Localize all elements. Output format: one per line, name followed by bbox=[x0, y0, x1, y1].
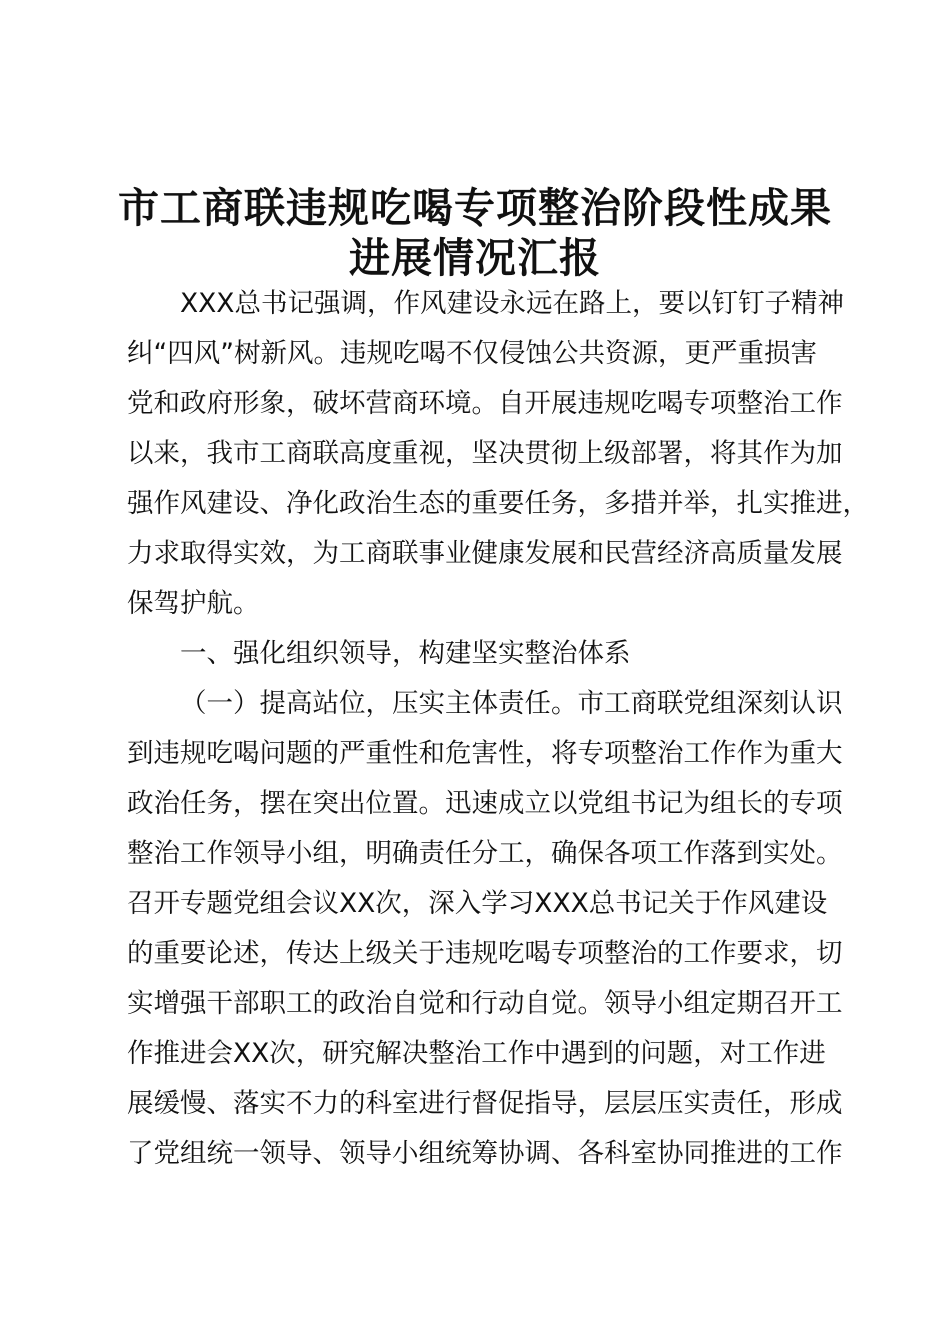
paragraph-line: 整治工作领导小组，明确责任分工，确保各项工作落到实处。 bbox=[127, 838, 843, 869]
section-heading: 一、强化组织领导，构建坚实整治体系 bbox=[180, 638, 631, 669]
paragraph-line: 政治任务，摆在突出位置。迅速成立以党组书记为组长的专项 bbox=[127, 788, 843, 819]
paragraph-line: 纠“四风”树新风。违规吃喝不仅侵蚀公共资源，更严重损害 bbox=[127, 338, 817, 369]
paragraph-line: （一）提高站位，压实主体责任。市工商联党组深刻认识 bbox=[180, 688, 843, 719]
paragraph-line: XXX总书记强调，作风建设永远在路上，要以钉钉子精神 bbox=[180, 288, 844, 319]
paragraph-line: 作推进会XX次，研究解决整治工作中遇到的问题，对工作进 bbox=[127, 1038, 826, 1069]
paragraph-line: 到违规吃喝问题的严重性和危害性，将专项整治工作作为重大 bbox=[127, 738, 843, 769]
paragraph-line: 以来，我市工商联高度重视，坚决贯彻上级部署，将其作为加 bbox=[127, 438, 843, 469]
paragraph-line: 党和政府形象，破坏营商环境。自开展违规吃喝专项整治工作 bbox=[127, 388, 843, 419]
paragraph-line: 了党组统一领导、领导小组统筹协调、各科室协同推进的工作 bbox=[127, 1138, 843, 1169]
paragraph-line: 保驾护航。 bbox=[127, 588, 260, 619]
document-title-line-1: 市工商联违规吃喝专项整治阶段性成果 bbox=[118, 184, 832, 232]
paragraph-line: 强作风建设、净化政治生态的重要任务，多措并举，扎实推进， bbox=[127, 488, 869, 519]
paragraph-line: 实增强干部职工的政治自觉和行动自觉。领导小组定期召开工 bbox=[127, 988, 843, 1019]
paragraph-line: 展缓慢、落实不力的科室进行督促指导，层层压实责任，形成 bbox=[127, 1088, 843, 1119]
paragraph-line: 的重要论述，传达上级关于违规吃喝专项整治的工作要求，切 bbox=[127, 938, 843, 969]
document-title-line-2: 进展情况汇报 bbox=[349, 234, 601, 282]
paragraph-line: 力求取得实效，为工商联事业健康发展和民营经济高质量发展 bbox=[127, 538, 843, 569]
paragraph-line: 召开专题党组会议XX次，深入学习XXX总书记关于作风建设 bbox=[127, 888, 828, 919]
